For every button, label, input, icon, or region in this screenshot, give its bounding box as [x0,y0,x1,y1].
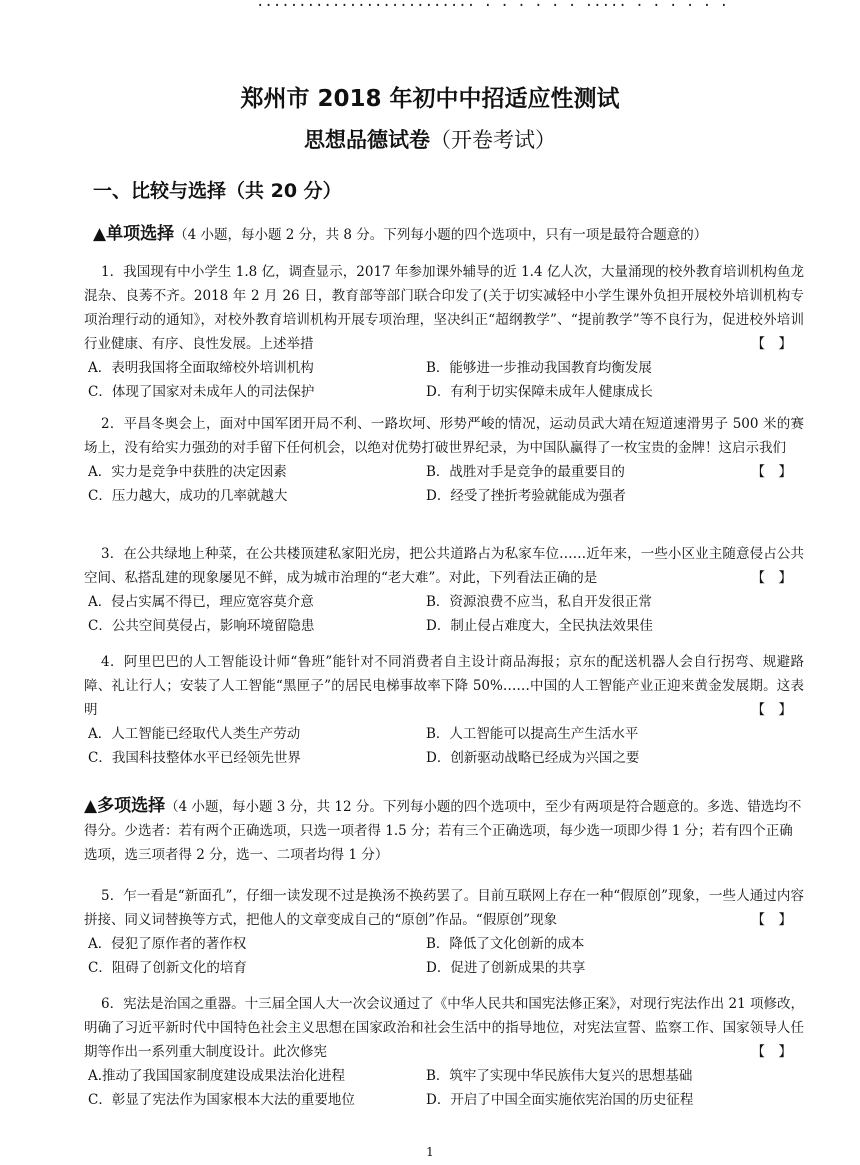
answer-bracket: 【 】 [751,912,792,928]
question-stem [84,884,804,932]
answer-bracket: 【 】 [751,464,792,480]
question-stem [84,650,804,722]
multi-choice-header [84,794,804,867]
question-2 [84,412,804,508]
option-b: B．降低了文化创新的成本 [426,936,585,952]
answer-bracket: 【 】 [751,1044,792,1060]
option-b: B．资源浪费不应当，私自开发很正常 [426,594,652,610]
option-b: B．能够进一步推动我国教育均衡发展 [426,360,652,376]
option-a: A．表明我国将全面取缔校外培训机构 [88,360,314,376]
option-d: D．创新驱动战略已经成为兴国之要 [426,750,640,766]
option-a: A.推动了我国国家制度建设成果法治化进程 [88,1068,346,1084]
option-c: C．体现了国家对未成年人的司法保护 [88,384,315,400]
option-a: A．侵犯了原作者的著作权 [88,936,247,952]
question-stem [84,992,804,1064]
option-d: D．促进了创新成果的共享 [426,960,586,976]
question-stem [84,260,804,356]
single-choice-mark: ▲单项选择 [93,224,175,244]
header-dotted-line: ·························· · · · · · · ····· · · · · · · [256,0,729,14]
question-stem-text: 5．乍一看是“新面孔”，仔细一读发现不过是换汤不换药罢了。目前互联网上存在一种“假原创”现象，一些人通过内容拼接、同义词替换等方式，把他人的文章变成自己的“原创”作品。“假原创”现象 [84,888,804,928]
option-a: A．实力是竞争中获胜的决定因素 [88,464,287,480]
multi-choice-mark: ▲多项选择 [84,796,166,816]
option-c: C．彰显了宪法作为国家根本大法的重要地位 [88,1092,355,1108]
option-c: C．我国科技整体水平已经领先世界 [88,750,301,766]
subtitle-main: 思想品德试卷 [304,128,430,152]
exam-title: 郑州市 2018 年初中中招适应性测试 [240,86,620,112]
option-c: C．公共空间莫侵占，影响环境留隐患 [88,618,315,634]
option-d: D．有利于切实保障未成年人健康成长 [426,384,653,400]
section-heading: 一、比较与选择（共 20 分） [93,180,342,202]
option-a: A．侵占实属不得已，理应宽容莫介意 [88,594,314,610]
question-4 [84,650,804,770]
page-number: 1 [426,1145,434,1159]
option-d: D．制止侵占难度大，全民执法效果佳 [426,618,653,634]
answer-bracket: 【 】 [751,336,792,352]
options [84,722,804,770]
options [84,932,804,980]
options [84,460,735,508]
question-stem-text: 2．平昌冬奥会上，面对中国军团开局不利、一路坎坷、形势严峻的情况，运动员武大靖在短道速滑男子 500 米的赛场上，没有给实力强劲的对手留下任何机会，以绝对优势打破世界纪录，为中国队赢得了一枚宝贵的金牌！这启示我们 [84,416,804,456]
option-a: A．人工智能已经取代人类生产劳动 [88,726,301,742]
single-choice-header [93,222,813,247]
exam-subtitle [0,124,860,154]
multi-choice-instructions: （4 小题，每小题 3 分，共 12 分。下列每小题的四个选项中，至少有两项是符合题意的。多选、错选均不得分。少选者：若有两个正确选项，只选一项者得 1.5 分；若有三个正确选项，每少选一项即少得 1 分；若有四个正确选项，选三项者得 2 分，选一、二项者均得 1 分） [84,799,802,863]
single-choice-instructions: （4 小题，每小题 2 分，共 8 分。下列每小题的四个选项中，只有一项是最符合题意的） [174,227,708,243]
option-c: C．压力越大，成功的几率就越大 [88,488,288,504]
question-stem-text: 1．我国现有中小学生 1.8 亿，调查显示，2017 年参加课外辅导的近 1.4 亿人次，大量涌现的校外教育培训机构鱼龙混杂、良莠不齐。2018 年 2 月 26 日，教育部等部门联合印发了(关于切实减轻中小学生课外负担开展校外培训机构专项治理行动的通知》，对校外教育培训机构开展专项治理，坚决纠正“超纲教学”、“提前教学”等不良行为，促进校外培训行业健康、有序、良性发展。上述举措 [84,264,804,352]
option-b: B．筑牢了实现中华民族伟大复兴的思想基础 [426,1068,693,1084]
option-d: D．开启了中国全面实施依宪治国的历史征程 [426,1092,694,1108]
question-stem-text: 3．在公共绿地上种菜，在公共楼顶建私家阳光房，把公共道路占为私家车位……近年来，一些小区业主随意侵占公共空间、私搭乱建的现象屡见不鲜，成为城市治理的“老大难”。对此，下列看法正确的是 [84,546,804,586]
options [84,356,804,404]
question-1 [84,260,804,404]
question-5 [84,884,804,980]
question-stem [84,542,804,590]
answer-bracket: 【 】 [751,702,792,718]
option-d: D．经受了挫折考验就能成为强者 [426,488,626,504]
question-stem-text: 6．宪法是治国之重器。十三届全国人大一次会议通过了《中华人民共和国宪法修正案》，对现行宪法作出 21 项修改，明确了习近平新时代中国特色社会主义思想在国家政治和社会生活中的指导地位，对宪法宣誓、监察工作、国家领导人任期等作出一系列重大制度设计。此次修宪 [84,996,804,1060]
option-c: C．阻碍了创新文化的培育 [88,960,247,976]
question-6 [84,992,804,1112]
question-3 [84,542,804,638]
question-stem-text: 4．阿里巴巴的人工智能设计师“鲁班”能针对不同消费者自主设计商品海报；京东的配送机器人会自行拐弯、规避路障、礼让行人；安装了人工智能“黑匣子”的居民电梯事故率下降 50%……中国的人工智能产业正迎来黄金发展期。这表明 [84,654,804,718]
answer-bracket: 【 】 [751,570,792,586]
option-b: B．人工智能可以提高生产生活水平 [426,726,639,742]
options [84,590,804,638]
option-b: B．战胜对手是竞争的最重要目的 [426,464,625,480]
subtitle-paren: （开卷考试） [430,128,556,152]
options [84,1064,804,1112]
